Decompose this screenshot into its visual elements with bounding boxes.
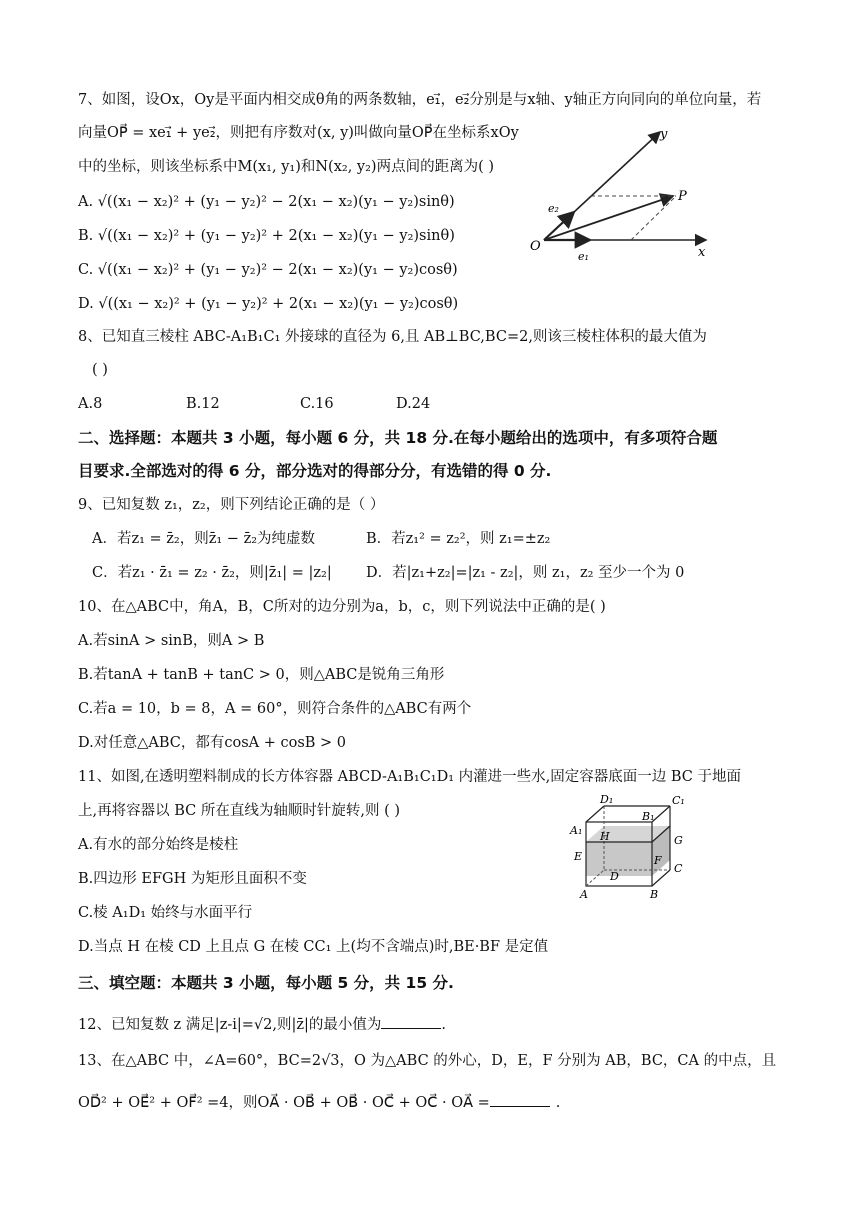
- label-a: A: [580, 888, 588, 901]
- q9-option-d: D．若|z₁+z₂|=|z₁ - z₂|，则 z₁，z₂ 至少一个为 0: [366, 565, 685, 581]
- q13-line2: [78, 1092, 560, 1113]
- q7-option-b: B. √((x₁ − x₂)² + (y₁ − y₂)² + 2(x₁ − x₂)(y₁ − y₂)sinθ): [78, 228, 455, 244]
- label-e: E: [574, 850, 583, 863]
- q12-line: [78, 1014, 446, 1035]
- q11-option-a: A.有水的部分始终是棱柱: [78, 837, 239, 853]
- q13-text: OD⃗² + OE⃗² + OF⃗² =4，则OA⃗ · OB⃗ + OB⃗ · OC⃗ + OC⃗ · OA⃗ =: [78, 1095, 490, 1111]
- q11-option-c: C.棱 A₁D₁ 始终与水面平行: [78, 905, 253, 921]
- edge-a1d1: [586, 806, 604, 822]
- label-b: B: [650, 888, 659, 901]
- q8-option-d: D.24: [396, 396, 431, 412]
- q13-line1: 13、在△ABC 中，∠A=60°，BC=2√3，O 为△ABC 的外心，D，E，F 分别为 AB，BC，CA 的中点，且: [78, 1053, 777, 1069]
- q8-line1: 8、已知直三棱柱 ABC-A₁B₁C₁ 外接球的直径为 6,且 AB⊥BC,BC=2,则该三棱柱体积的最大值为: [78, 329, 707, 345]
- q9-option-a: A．若z₁ = z̄₂，则z̄₁ − z̄₂为纯虚数: [92, 531, 316, 547]
- q12-end: .: [441, 1017, 446, 1033]
- q10-option-c: C.若a = 10，b = 8，A = 60°，则符合条件的△ABC有两个: [78, 701, 472, 717]
- q10-option-b: B.若tanA + tanB + tanC > 0，则△ABC是锐角三角形: [78, 667, 445, 683]
- q7-option-d: D. √((x₁ − x₂)² + (y₁ − y₂)² + 2(x₁ − x₂)(y₁ − y₂)cosθ): [78, 296, 459, 312]
- q9-option-b: B．若z₁² = z₂²，则 z₁=±z₂: [366, 531, 551, 547]
- q12-text: 12、已知复数 z 满足|z-i|=√2,则|z̄|的最小值为: [78, 1017, 382, 1033]
- label-d1: D₁: [600, 794, 614, 806]
- e1-label: e₁: [578, 250, 589, 263]
- q7-option-a: A. √((x₁ − x₂)² + (y₁ − y₂)² − 2(x₁ − x₂)(y₁ − y₂)sinθ): [78, 194, 455, 210]
- q10-option-d: D.对任意△ABC，都有cosA + cosB > 0: [78, 735, 347, 751]
- q13-end: .: [555, 1095, 561, 1111]
- point-p-label: P: [678, 189, 687, 204]
- q7-option-c: C. √((x₁ − x₂)² + (y₁ − y₂)² − 2(x₁ − x₂)(y₁ − y₂)cosθ): [78, 262, 458, 278]
- q11-option-d: D.当点 H 在棱 CD 上且点 G 在棱 CC₁ 上(均不含端点)时,BE·BF 是定值: [78, 939, 549, 955]
- q7-line3: 中的坐标，则该坐标系中M(x₁, y₁)和N(x₂, y₂)两点间的距离为( ): [78, 159, 495, 175]
- section-2-heading-line2: 目要求.全部选对的得 6 分，部分选对的得部分分，有选错的得 0 分.: [78, 462, 552, 480]
- q7-line2: 向量OP⃗ = xe₁⃗ + ye₂⃗，则把有序数对(x, y)叫做向量OP⃗在坐标系xOy: [78, 125, 519, 141]
- label-a1: A₁: [570, 824, 583, 837]
- section-2-heading-line1: 二、选择题：本题共 3 小题，每小题 6 分，共 18 分.在每小题给出的选项中，有多项符合题: [78, 429, 718, 447]
- water-front-face: [586, 842, 652, 876]
- q13-answer-blank: [490, 1092, 550, 1107]
- q7-oblique-axes-figure: [528, 122, 728, 267]
- q7-line1: 7、如图，设Ox，Oy是平面内相交成θ角的两条数轴，e₁⃗，e₂⃗分别是与x轴、y轴正方向同向的单位向量，若: [78, 92, 762, 108]
- section-3-heading: 三、填空题：本题共 3 小题，每小题 5 分，共 15 分.: [78, 974, 454, 992]
- q11-option-b: B.四边形 EFGH 为矩形且面积不变: [78, 871, 307, 887]
- q11-line2: 上,再将容器以 BC 所在直线为轴顺时针旋转,则 ( ): [78, 803, 400, 819]
- label-c: C: [674, 862, 683, 875]
- label-b1: B₁: [642, 810, 655, 823]
- q12-answer-blank: [381, 1014, 441, 1029]
- q8-line2: ( ): [92, 362, 108, 378]
- q10-stem: 10、在△ABC中，角A，B，C所对的边分别为a，b，c，则下列说法中正确的是( ): [78, 599, 606, 615]
- label-f: F: [654, 854, 662, 867]
- label-h: H: [600, 830, 610, 843]
- label-d: D: [610, 870, 619, 883]
- q10-option-a: A.若sinA > sinB，则A > B: [78, 633, 265, 649]
- e2-label: e₂: [548, 202, 559, 215]
- origin-label: O: [530, 239, 541, 254]
- label-c1: C₁: [672, 794, 685, 807]
- q8-option-b: B.12: [186, 396, 220, 412]
- x-axis-label: x: [698, 245, 706, 260]
- q9-stem: 9、已知复数 z₁，z₂，则下列结论正确的是（ ）: [78, 497, 385, 513]
- q8-option-a: A.8: [78, 396, 103, 412]
- q11-cuboid-figure: [566, 794, 696, 904]
- edge-b1c1: [652, 806, 670, 822]
- y-axis-label: y: [660, 127, 668, 142]
- q11-line1: 11、如图,在透明塑料制成的长方体容器 ABCD-A₁B₁C₁D₁ 内灌进一些水,固定容器底面一边 BC 于地面: [78, 769, 742, 785]
- q8-option-c: C.16: [300, 396, 334, 412]
- q9-option-c: C．若z₁ · z̄₁ = z₂ · z̄₂，则|z̄₁| = |z₂|: [92, 565, 332, 581]
- label-g: G: [674, 834, 683, 847]
